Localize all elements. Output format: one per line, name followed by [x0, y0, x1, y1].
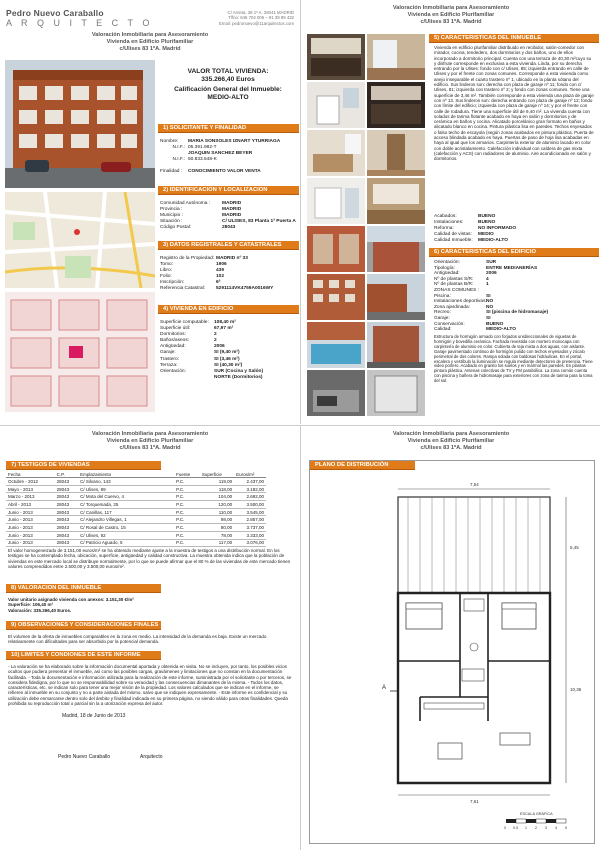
- field-label: Finalidad :: [160, 169, 183, 175]
- section-2-body: [160, 201, 296, 231]
- interior-photo-room: [367, 178, 425, 224]
- field-label: Municipio :: [160, 213, 183, 219]
- table-cell: Abril - 2013: [6, 501, 55, 509]
- field-value: SI (piscina de hidromasaje): [486, 310, 549, 316]
- doc-header-line: Valoración Inmobiliaria para Asesoramiento: [392, 5, 510, 11]
- field-label: Piscina:: [434, 293, 451, 299]
- interior-photo-kitchen-2: [367, 82, 425, 128]
- column-header: Fuente: [174, 472, 200, 478]
- field-label: Calidad Inmueble:: [434, 238, 473, 244]
- section-3-title: 3) DATOS REGISTRALES Y CATASTRALES: [158, 241, 299, 250]
- table-cell: Junio - 2013: [6, 508, 55, 516]
- section-7-text: El valor homogeneizado de 3.151,00 euros/m² se ha obtenido mediante ajuste a la muestra de testigos a una distribución normal. En los testigos se ha contemplado fecha, ubicación, superficie, antigüedad y calidad constructiva. La muestra obtenida indica que la población de viviendas en este mercado local se distribuye normalmente, por lo que se puede afirmar que el 80 % de las viviendas de este mercado tienen valores comprendidos entre 2.500,00 y 3.500,00 euros/m².: [8, 548, 291, 569]
- field-value: SI (40,30 m²): [214, 362, 243, 368]
- field-label: Instalaciones deportivas:: [434, 299, 487, 305]
- field-label: Libro:: [160, 268, 172, 274]
- field-value: 1906: [216, 262, 227, 268]
- doc-header-line: c/Ulises 83 1ºA. Madrid: [119, 445, 181, 451]
- table-cell: 28043: [55, 485, 79, 493]
- field-value: 4: [486, 276, 489, 282]
- firm-contact: [219, 10, 294, 26]
- field-value: SI: [486, 293, 491, 299]
- table-cell: 2.692,00: [234, 493, 266, 501]
- doc-header-line: c/Ulises 83 1ºA. Madrid: [420, 19, 482, 25]
- doc-header-line: Vivienda en Edificio Plurifamiliar: [407, 438, 495, 444]
- doc-header: [301, 431, 600, 452]
- table-cell: Junio - 2013: [6, 531, 55, 539]
- table-cell: 3.737,00: [234, 524, 266, 532]
- field-label: Orientación:: [434, 260, 460, 265]
- exterior-photo: [367, 226, 425, 272]
- table-row: [6, 531, 266, 539]
- total-value-amount: 335.266,40 Euros: [201, 75, 255, 83]
- entrance-label: A: [382, 685, 387, 691]
- table-cell: P.C.: [174, 516, 200, 524]
- scale-tick: 3: [545, 826, 547, 830]
- table-cell: 3.182,00: [234, 485, 266, 493]
- table-cell: P.C.: [174, 485, 200, 493]
- interior-photo-hall: [367, 130, 425, 176]
- table-cell: 28043: [55, 539, 79, 547]
- column-header: Superficie: [200, 472, 234, 478]
- floor-plan-drawing: [310, 461, 594, 843]
- table-cell: Junio - 2013: [6, 524, 55, 532]
- field-value: MADRID nº 33: [216, 256, 248, 261]
- table-cell: C/ Rosal de Castro, 15: [78, 524, 174, 532]
- field-label: Nombre:: [160, 139, 179, 144]
- interior-photo-bedroom: [307, 130, 365, 176]
- table-cell: P.C.: [174, 493, 200, 501]
- field-label: Registro de la Propiedad:: [160, 256, 215, 261]
- field-label: N.I.F.:: [172, 157, 185, 163]
- field-label: Referencia Catastral:: [160, 286, 206, 292]
- scale-tick: 2: [535, 826, 537, 830]
- field-label: Orientación:: [160, 368, 186, 374]
- column-header: Emplazamiento: [78, 472, 174, 478]
- aerial-map: [5, 292, 155, 412]
- table-cell: 28043: [55, 501, 79, 509]
- doc-header-line: Valoración Inmobiliaria para Asesoramiento: [91, 431, 209, 437]
- valuation-line: Valoración: 335.266,40 Euros.: [8, 607, 72, 613]
- total-value-label: VALOR TOTAL VIVIENDA:: [187, 68, 269, 75]
- field-label: Superficie computable:: [160, 320, 209, 325]
- page-1: [0, 0, 300, 424]
- scale-tick: 0: [504, 826, 506, 830]
- table-row: [6, 539, 266, 547]
- field-value: NORTE (Dormitorios): [214, 374, 263, 380]
- table-cell: 120,00: [200, 501, 234, 509]
- firm-name: Pedro Nuevo Caraballo: [6, 8, 104, 18]
- building-street-photo: [367, 322, 425, 368]
- table-cell: 3.333,00: [234, 531, 266, 539]
- field-value: SUR (Cocina y Salón): [214, 368, 264, 374]
- scale-tick: 1: [525, 826, 527, 830]
- doc-header-line: Vivienda en Edificio Plurifamiliar: [407, 12, 495, 18]
- witness-table-body: [6, 478, 266, 547]
- field-value: 67,97 m²: [214, 326, 234, 332]
- field-label: Antigüedad:: [434, 271, 460, 277]
- doc-header-line: Valoración Inmobiliaria para Asesoramiento: [392, 431, 510, 437]
- firm-phone: Tlfno: 646 704 006 – 91 39 89 432: [228, 15, 294, 21]
- section-6-text: Estructura de hormigón armado con forjados unidireccionales de viguetas de hormigón y bovedilla cerámica. Fachada revestida con mortero monocapa con carpintería de aluminio en color. Cubierta de teja mixta a dos aguas, con aislante. Garaje pavimentado continuo de hormigón pulido con techos enyesados y zócalo perimetral de dos colores. Rampa solada con baldosas hidráulicas. En el portal, escalera y vestíbulo la iluminación se regula mediante detectores de presencia. Tiene video portero. Acabado en granito los suelos y en mármol las paredes. En plantas pintura plástica. Antenas colectivas de TV y FM parabólica. La zona común cuenta con piscina y bañera de hidromasaje para exteriores con zona de tarima para la toma del sol.: [434, 334, 593, 384]
- table-cell: 28043: [55, 478, 79, 486]
- field-label: Comunidad Autónoma :: [160, 201, 211, 206]
- doc-header-line: Vivienda en Edificio Plurifamiliar: [106, 438, 194, 444]
- field-value: 50.833.548-K: [188, 157, 217, 163]
- section-4-title: 4) VIVIENDA EN EDIFICIO: [158, 305, 299, 314]
- signer-role: Arquitecto: [140, 754, 163, 760]
- section-9-title: 9) OBSERVACIONES Y CONSIDERACIONES FINALES: [6, 621, 161, 630]
- field-value: 1: [486, 282, 489, 288]
- doc-header-line: Valoración Inmobiliaria para Asesoramiento: [91, 32, 209, 38]
- scale-tick: 5: [565, 826, 567, 830]
- field-value: NO: [486, 299, 494, 305]
- field-value: NO INFORMADO: [478, 226, 517, 232]
- table-row: [6, 524, 266, 532]
- table-cell: 3.076,00: [234, 539, 266, 547]
- field-label: Terraza:: [160, 362, 178, 368]
- rating-label: Calificación General del Inmueble:: [174, 86, 282, 93]
- column-header: Fecha: [6, 472, 55, 478]
- firm-email: Email: pedronuevo@11arquitectos.com: [219, 20, 294, 26]
- field-value: 108,40 m²: [214, 320, 236, 325]
- field-label: Recreo:: [434, 310, 451, 316]
- section-8-title: 8) VALORACION DEL INMUEBLE: [6, 584, 161, 593]
- table-cell: 3.545,00: [234, 508, 266, 516]
- firm-subtitle: A R Q U I T E C T O: [6, 18, 153, 28]
- table-cell: C/ Ulises, 92: [78, 531, 174, 539]
- field-label: Tomo:: [160, 262, 174, 268]
- field-value: 2006: [214, 344, 225, 350]
- section-10-text: - La valoración se ha elaborado sobre la información documental aportada y obtenida en visita. No se incluyen, por tanto, los posibles vicios ocultos que pudiera presentar el inmueble, así como las posibles cargas, gravámenes y limitaciones que no constan en la documentación facilitada. - Toda la documentación e información utilizada para la realización de este informe, suministrada por el solicitante o por terceros, se considera fidedigna, por lo que no se responsabilidad sobre su veracidad y las consecuencias dimanantes de la misma. - Todos los datos, características, etc. se indican solo para tener una mejor visión de la propiedad. Los valores calculados que se indican en el informe, se refieren al inmueble en su conjunto y no a parte aislada del mismo, salvo que se indiquen expresamente. - Este informe es confidencial y su utilización debe enmarcarse dentro solo del ámbito y finalidad indicada en su primera página, no siendo válido para otras finalidades. Queda prohibida su reproducción total o parcial sin la a utorización expresa del autor.: [8, 664, 292, 707]
- section-6-body: [434, 260, 548, 333]
- doc-header-line: c/Ulises 83 1ºA. Madrid: [420, 445, 482, 451]
- field-label: N.I.F.:: [172, 145, 185, 151]
- floor-plan-frame: [309, 460, 595, 844]
- section-2-title: 2) IDENTIFICACION Y LOCALIZACION: [158, 186, 299, 195]
- table-row: [6, 516, 266, 524]
- section-9-text: El volumen de la oferta de inmuebles comparables en la zona es medio. La intensidad de la demanda es baja. Existe un mercado relativamente con dificultades para ser absorbido por la potencial demanda.: [8, 634, 267, 645]
- rating-value: MEDIO-ALTO: [207, 93, 249, 101]
- section-5-text: Vivienda en edificio plurifamiliar distribuido en recibidor, salón-comedor con mirador, cocina, tendedero, dos dormitorios y dos baños, uno de ellos incorporado a dormitorio principal. Cuenta con una terraza de 40,30 m²cuyo su y disfrute corresponde en exclusiva a esta vivienda. Linda, por su derecha entrando por la Ulises: fondo con c/ Ulises, 85; izquierda entrando en calle de Ulises y por el frente con zonas comunes. Corresponde a esta vivienda como anejo inseparable el cuarto trastero nº 1, ubicado en la planta sótano del edificio. Sus linderos son: derecha con plaza de garaje nº 11; fondo con c/ Ulises, 81; izquierda con trastero nº 2; y fondo con zonas comunes. Tiene una superficie de 3,46 m². También corresponde a esta vivienda una plaza de garaje con nº 13. Sus linderos son: derecha entrando con plaza de garaje nº 12; fondo con límite del edificio; izquierda con plaza de garaje nº 14; y por el frente con calle de rodadura. Tiene una superficie útil de 9,40 m². La vivienda cuenta con solados de tarima flotante acabado en haya en salón y dormitorios y de cerámica en baños y cocina. Alicatado porcelánico gran formato en baños y alicatado blanco en cocina. Pintura plástica lisa en paredes. Techos enyesados o falso techo de escayola (según zonas acabados en pintura plástica. Puerta de acceso blindada acabado en haya. Puertas de paso de hoja lisa acabadas en haya al igual que los armarios. Carpintería exterior de aluminio lacado en color con doble acristalamiento. Calefacción individual con caldera de gas mixta (calefacción y ACS) con radiadores de aluminio. Aire acondicionado en salón y dormitorios.: [434, 45, 594, 162]
- section-7-title: 7) TESTIGOS DE VIVIENDAS: [6, 461, 161, 470]
- table-cell: Junio - 2013: [6, 516, 55, 524]
- field-value: MADRID: [222, 207, 242, 213]
- table-cell: P.C.: [174, 501, 200, 509]
- field-value: C/ ULISES, 83 Planta 1ª Puerta A: [222, 219, 296, 225]
- page-4: [300, 425, 600, 850]
- section-5-ratings: [434, 214, 516, 244]
- field-label: Reforma:: [434, 226, 454, 232]
- section-1-title: 1) SOLICITANTE Y FINALIDAD: [158, 124, 299, 133]
- table-row: [6, 508, 266, 516]
- field-value: MADRID: [222, 201, 242, 206]
- field-label: Calidad de vistas:: [434, 232, 472, 238]
- dim-bottom-label: 7,61: [470, 799, 479, 804]
- field-value: BUENO: [478, 214, 496, 219]
- unit-value-line: Valor unitario asignado vivienda con anexos: 3.151,30 €/m²: [8, 597, 134, 602]
- field-value: CONOCIMIENTO VALOR VENTA: [188, 169, 261, 175]
- table-row: [6, 478, 266, 486]
- dim-side-2-label: 10,36: [570, 687, 582, 692]
- table-row: [6, 501, 266, 509]
- storage-photo: [367, 370, 425, 416]
- column-header: Euros/m²: [234, 472, 266, 478]
- section-5-title: 5) CARACTERISTICAS DEL INMUEBLE: [429, 34, 599, 43]
- field-label: Calidad:: [434, 327, 452, 333]
- field-label: Conservación:: [434, 321, 465, 327]
- table-cell: 98,00: [200, 516, 234, 524]
- location-map: [5, 192, 155, 288]
- section-4-body: [160, 320, 263, 381]
- table-cell: 3.500,00: [234, 501, 266, 509]
- page-2: [300, 0, 600, 424]
- section-1-body: [160, 139, 280, 175]
- field-value: MEDIO-ALTO: [478, 238, 508, 244]
- scale-tick: 4: [555, 826, 557, 830]
- table-cell: Junio - 2013: [6, 539, 55, 547]
- field-value: MADRID: [222, 213, 242, 219]
- field-label: Situación :: [160, 219, 183, 225]
- field-value: 28043: [222, 225, 236, 231]
- table-cell: C/ Silvano, 143: [78, 478, 174, 486]
- facade-photo: [307, 274, 365, 320]
- table-cell: P.C.: [174, 508, 200, 516]
- field-label: Código Postal:: [160, 225, 192, 231]
- interior-photo-living: [367, 34, 425, 80]
- table-cell: 119,00: [200, 478, 234, 486]
- table-cell: 2.437,00: [234, 478, 266, 486]
- garage-photo: [307, 370, 365, 416]
- doc-header: [301, 5, 600, 26]
- field-label: Baños/aseos:: [160, 338, 190, 344]
- table-cell: P.C.: [174, 539, 200, 547]
- field-value: NO: [486, 304, 494, 310]
- table-cell: 28043: [55, 493, 79, 501]
- table-cell: 117,00: [200, 539, 234, 547]
- table-cell: 110,00: [200, 508, 234, 516]
- field-label: Garaje:: [160, 350, 176, 356]
- terrace-photo: [307, 226, 365, 272]
- field-value: SI (9,40 m²): [214, 350, 240, 356]
- field-value: 6ª: [216, 280, 221, 286]
- table-row: [6, 485, 266, 493]
- building-facade-photo: [5, 60, 155, 188]
- pool-photo: [307, 322, 365, 368]
- section-10-title: 10) LIMITES Y CONDIONES DE ESTE INFORME: [6, 651, 161, 660]
- table-cell: 78,00: [200, 531, 234, 539]
- table-cell: C/ Mota del Cuervo, 4: [78, 493, 174, 501]
- table-cell: 118,00: [200, 485, 234, 493]
- table-cell: 28043: [55, 516, 79, 524]
- interior-photo-kitchen: [307, 34, 365, 80]
- field-label: Nº de plantas B/R:: [434, 282, 474, 288]
- table-cell: 104,00: [200, 493, 234, 501]
- field-label: Antigüedad:: [160, 344, 186, 350]
- field-value: SI (3,46 m²): [214, 356, 240, 362]
- table-cell: 80,00: [200, 524, 234, 532]
- interior-photo-bathroom: [307, 82, 365, 128]
- field-label: Folio:: [160, 274, 172, 280]
- field-value: MEDIO-ALTO: [486, 327, 516, 333]
- scale-tick: 0.5: [513, 826, 518, 830]
- doc-header: [0, 431, 300, 452]
- dim-side-1-label: 5,45: [570, 545, 579, 550]
- surface-line: Superficie: 106,40 m²: [8, 602, 54, 608]
- firm-address: C/ Arrieta, 38 1º A. 28041 MADRID: [227, 10, 294, 15]
- doc-header-line: c/Ulises 83 1ºA. Madrid: [119, 46, 181, 52]
- field-label: Tipología:: [434, 265, 455, 271]
- dim-top-label: 7,54: [470, 482, 479, 487]
- field-value: 2006: [486, 271, 497, 277]
- table-cell: 28043: [55, 531, 79, 539]
- field-label: Instalaciones:: [434, 220, 464, 226]
- table-cell: Mayo - 2013: [6, 485, 55, 493]
- table-cell: P.C.: [174, 478, 200, 486]
- firm-logo: [6, 8, 153, 28]
- doc-header-line: Vivienda en Edificio Plurifamiliar: [106, 39, 194, 45]
- table-cell: C/ Canillas, 117: [78, 508, 174, 516]
- field-value: SUR: [486, 260, 497, 265]
- field-label: Dormitorios:: [160, 332, 186, 338]
- field-label: Inscripción:: [160, 280, 185, 286]
- scale-bar: [506, 819, 566, 823]
- signer-name: Pedro Nuevo Caraballo: [58, 754, 110, 760]
- column-header: C.P.: [55, 472, 79, 478]
- field-label: ZONAS COMUNES :: [434, 287, 480, 293]
- field-value: JOAQUIN SANCHEZ BEYER: [188, 151, 253, 157]
- field-label: [160, 375, 214, 381]
- field-value: 2: [214, 338, 217, 344]
- field-value: 05.391.982-T: [188, 145, 217, 151]
- section-3-body: [160, 256, 273, 293]
- field-label: Zona ajardinada:: [434, 304, 471, 310]
- table-cell: 28043: [55, 508, 79, 516]
- table-cell: 28043: [55, 524, 79, 532]
- table-cell: P.C.: [174, 524, 200, 532]
- table-cell: C/ Torquemada, 25: [78, 501, 174, 509]
- field-label: Acabados:: [434, 214, 457, 219]
- field-label: Superficie útil:: [160, 326, 191, 332]
- field-value: BUENO: [478, 220, 496, 226]
- field-label: Trastero:: [160, 356, 180, 362]
- field-value: 5291114VK4759A0016WY: [216, 286, 274, 292]
- valuation-summary: [160, 68, 296, 120]
- street-photo: [367, 274, 425, 320]
- doc-header: [0, 32, 300, 53]
- table-cell: 2.857,00: [234, 516, 266, 524]
- table-cell: Marzo - 2013: [6, 493, 55, 501]
- table-cell: P.C.: [174, 531, 200, 539]
- field-value: BUENO: [486, 321, 504, 327]
- witness-table: [6, 472, 266, 547]
- table-cell: C/ Patricio Aguado, 5: [78, 539, 174, 547]
- report-date: Madrid, 18 de Junio de 2013: [62, 713, 126, 719]
- table-cell: C/ Ulises, 89: [78, 485, 174, 493]
- field-value: SI: [486, 315, 491, 321]
- floor-plan-title: PLANO DE DISTRIBUCIÓN: [310, 461, 415, 470]
- field-value: MEDIO: [478, 232, 494, 238]
- field-label: Garaje:: [434, 315, 450, 321]
- field-value: MARIA SONSOLES IZNART YTURRIAGA: [188, 139, 281, 144]
- table-cell: C/ Alejandro Villegas, 1: [78, 516, 174, 524]
- field-value: 439: [216, 268, 225, 274]
- field-label: Provincia :: [160, 207, 183, 213]
- field-value: 2: [214, 332, 217, 338]
- field-value: 102: [216, 274, 225, 280]
- table-cell: Octubre - 2012: [6, 478, 55, 486]
- field-label: Nº de plantas S/R:: [434, 276, 474, 282]
- table-row: [6, 493, 266, 501]
- interior-photo-bathroom-2: [307, 178, 365, 224]
- section-6-title: 6) CARACTERISTICAS DEL EDIFICIO: [429, 248, 599, 257]
- field-value: ENTRE MEDIANERÍAS: [486, 265, 538, 271]
- scale-label: ESCALA GRÁFICA: [520, 812, 553, 816]
